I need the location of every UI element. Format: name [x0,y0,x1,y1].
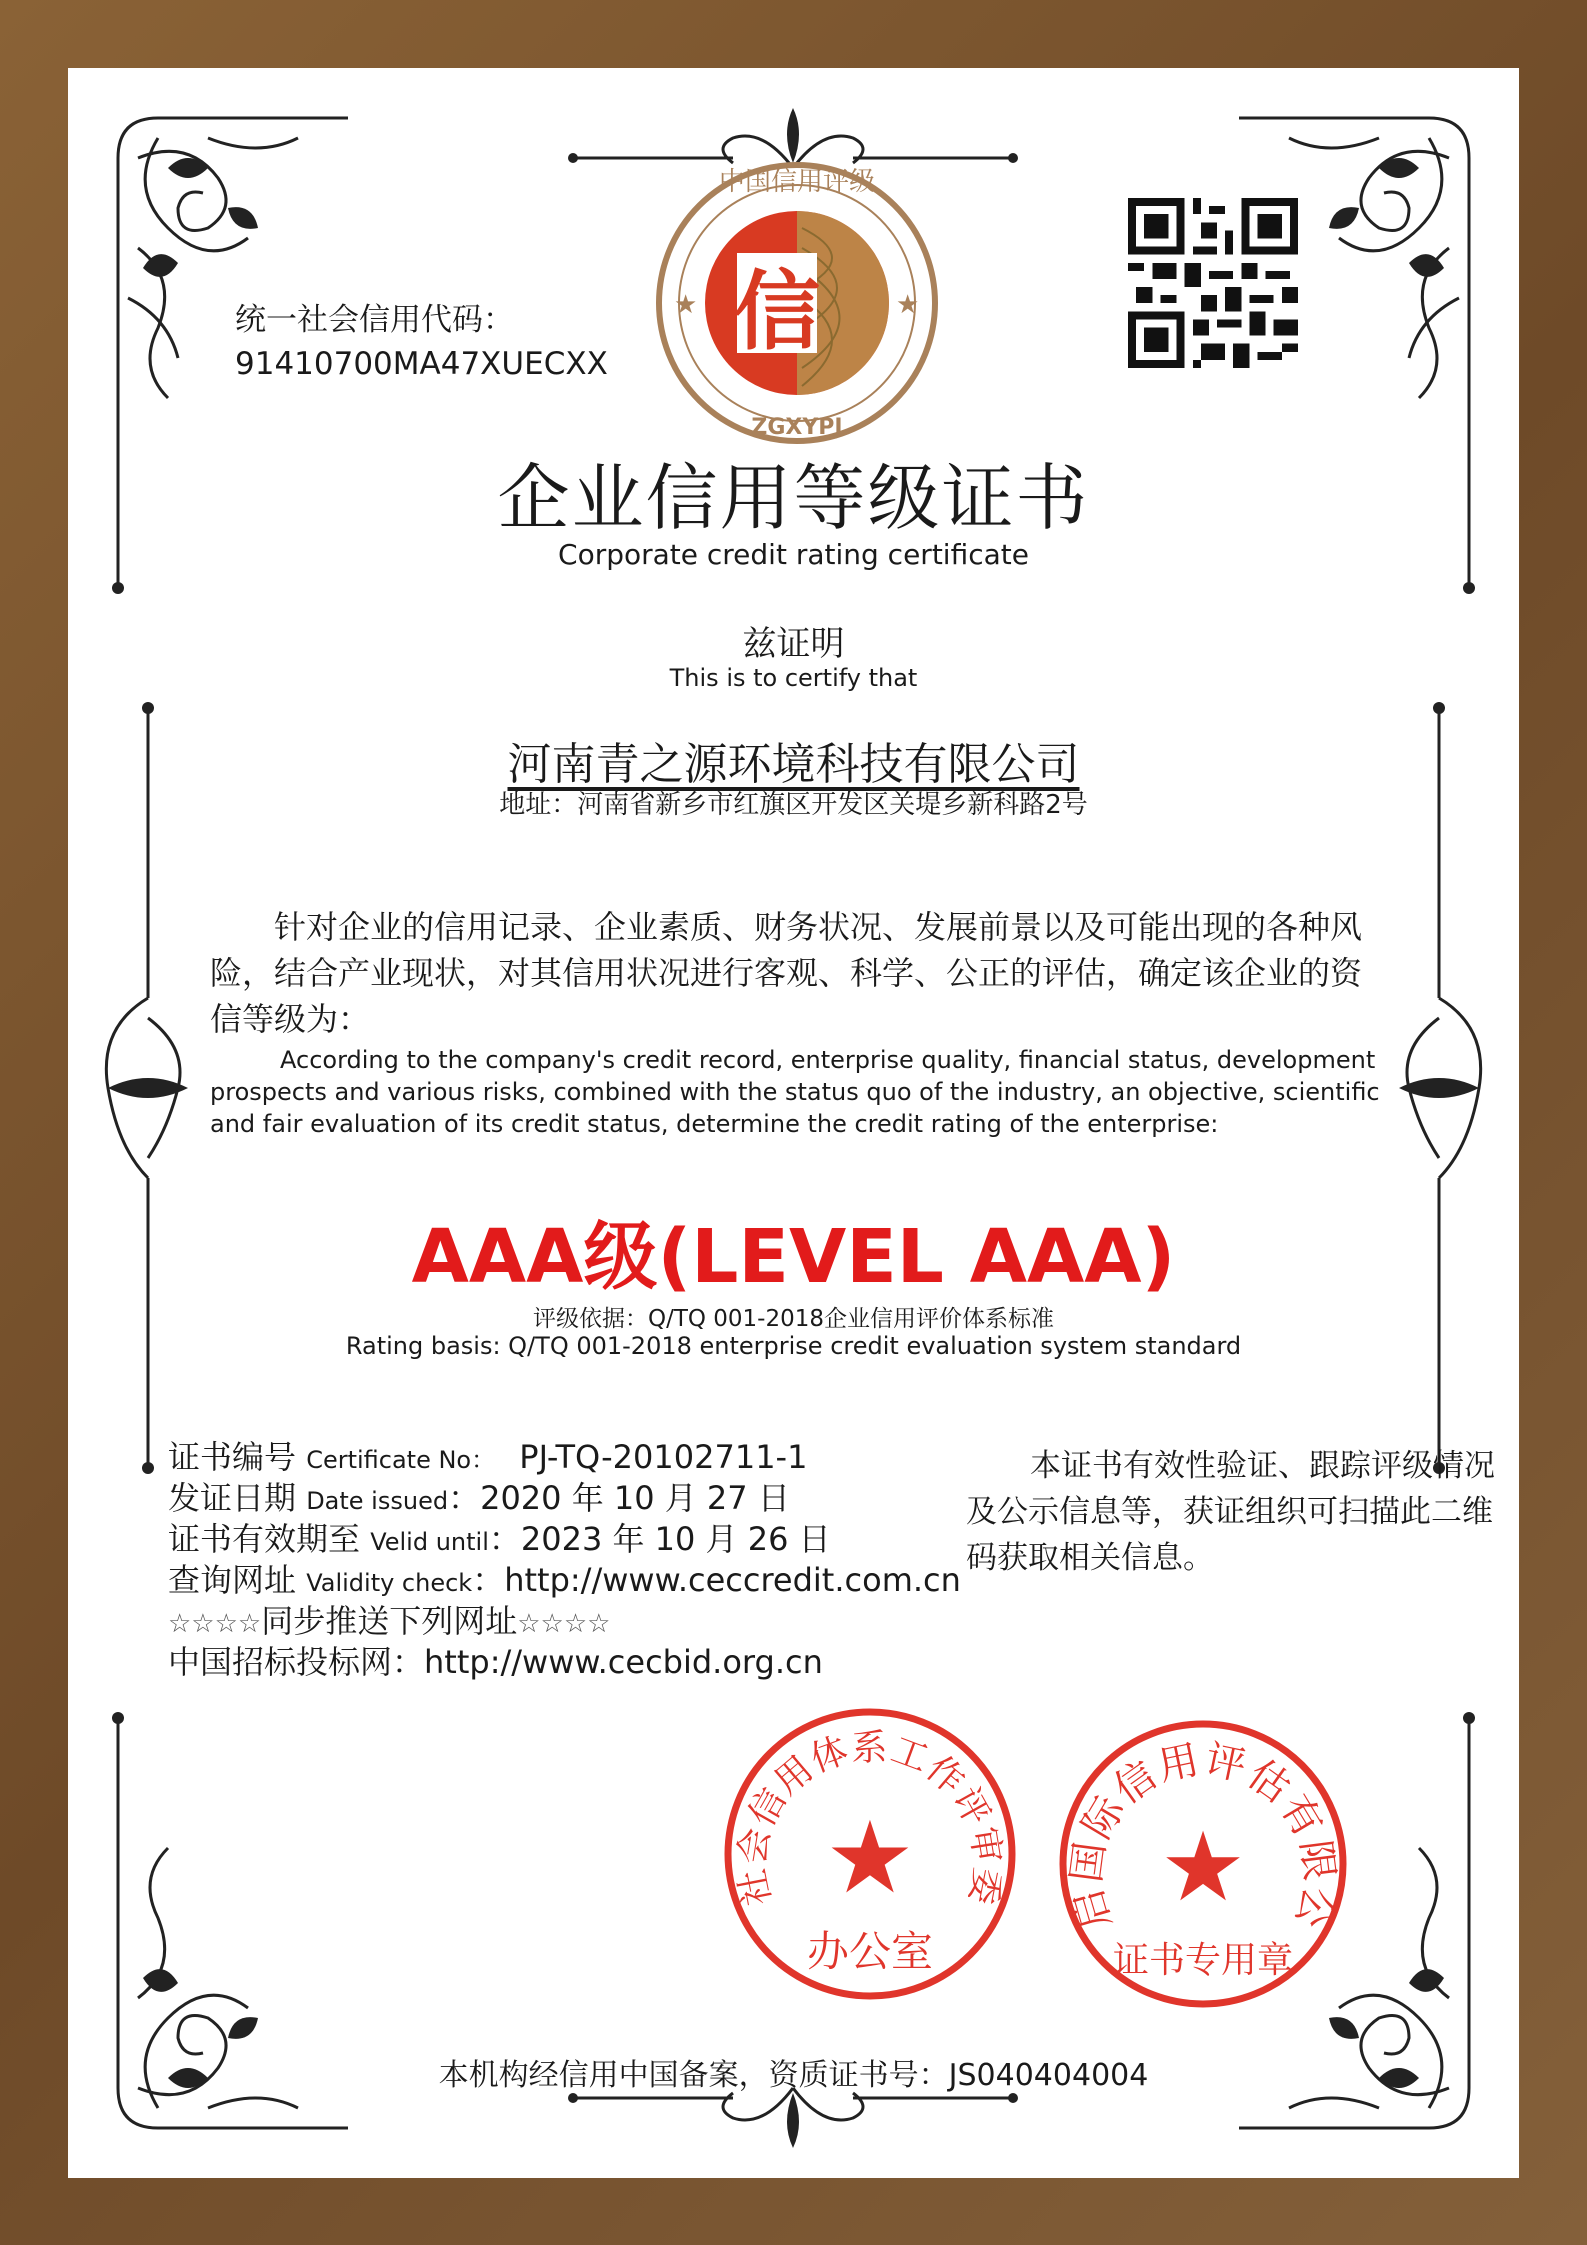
certificate-title-cn: 企业信用等级证书 [497,456,1090,540]
seal-committee-bottom: 办公室 [806,1927,934,1976]
check-label-en: Validity check [306,1569,473,1597]
issued-date-value: ：2020 年 10 月 27 日 [448,1479,790,1517]
credit-code-value: 91410700MA47XUECXX [235,346,608,382]
company-address: 地址：河南省新乡市红旗区开发区关堤乡新科路2号 [499,790,1088,820]
valid-label-en: Velid until [370,1528,489,1556]
valid-label-cn: 证书有效期至 [168,1520,361,1558]
statement-cn: 针对企业的信用记录、企业素质、财务状况、发展前景以及可能出现的各种风险，结合产业现状，对其信用状况进行客观、科学、公正的评估，确定该企业的资信等级为： [210,908,1363,1038]
certificate-details [168,1438,961,1681]
issued-label-cn: 发证日期 [168,1479,297,1517]
emblem-top-text: 中国信用评级 [718,167,876,197]
credit-code-block [235,298,608,386]
cert-number-label-en: Certificate No： [306,1446,496,1474]
seal-company [1053,1714,1353,2018]
issued-date-row [168,1479,961,1520]
seal-committee-arc: 社会信用体系工作评审委 [731,1727,1009,1909]
certify-cn: 兹证明 [742,624,845,664]
rating-basis-en: Rating basis: Q/TQ 001-2018 enterprise credit evaluation system standard [345,1332,1242,1360]
cert-number-value: PJ-TQ-20102711-1 [519,1438,808,1476]
credit-rating-emblem [652,158,942,452]
check-label-cn: 查询网址 [168,1561,297,1599]
footer-registration: 本机构经信用中国备案，资质证书号：JS040404004 [438,2058,1149,2093]
rating-level: AAA级(LEVEL AAA) [411,1214,1176,1300]
seal-company-bottom: 证书专用章 [1112,1940,1294,1981]
bid-site-link[interactable]: 中国招标投标网：http://www.cecbid.org.cn [168,1643,823,1681]
issued-label-en: Date issued [306,1487,449,1515]
certify-en: This is to certify that [669,664,918,692]
credit-code-label: 统一社会信用代码： [235,302,514,338]
seal-committee [720,1704,1020,2008]
seal-company-arc: 启国际信用评估有限公 [1063,1736,1343,1935]
cert-number-label-cn: 证书编号 [168,1438,297,1476]
valid-until-row [168,1520,961,1561]
rating-basis-cn: 评级依据：Q/TQ 001-2018企业信用评价体系标准 [532,1306,1055,1332]
certificate-title-en: Corporate credit rating certificate [558,538,1029,571]
seal-company-star-icon: ★ [1159,1811,1247,1923]
certificate-paper [68,68,1519,2178]
qr-code-icon [1128,198,1298,372]
cert-number-row [168,1438,961,1479]
validity-check-row [168,1561,961,1602]
company-name: 河南青之源环境科技有限公司 [507,739,1080,790]
stars-left: ☆☆☆☆ [168,1609,262,1639]
sync-row [168,1602,961,1643]
emblem-center-glyph: 信 [734,261,820,362]
stars-right: ☆☆☆☆ [517,1609,611,1639]
emblem-star-left: ★ [674,290,698,320]
check-url-link[interactable]: ：http://www.ceccredit.com.cn [472,1561,961,1599]
statement-en: According to the company's credit record, enterprise quality, financial status, development prospects and various risks, combined with the status quo of the industry, an objective, scientific and fair evaluation of its credit status, determine the credit rating of the enterprise: [210,1046,1380,1138]
sync-text: 同步推送下列网址 [261,1602,518,1640]
qr-verification-note: 本证书有效性验证、跟踪评级情况及公示信息等，获证组织可扫描此二维码获取相关信息。 [966,1448,1495,1576]
emblem-bottom-text: ZGXYPJ [751,415,843,440]
emblem-star-right: ★ [896,290,920,320]
seal-committee-star-icon: ★ [825,1799,915,1916]
valid-until-value: ：2023 年 10 月 26 日 [488,1520,831,1558]
